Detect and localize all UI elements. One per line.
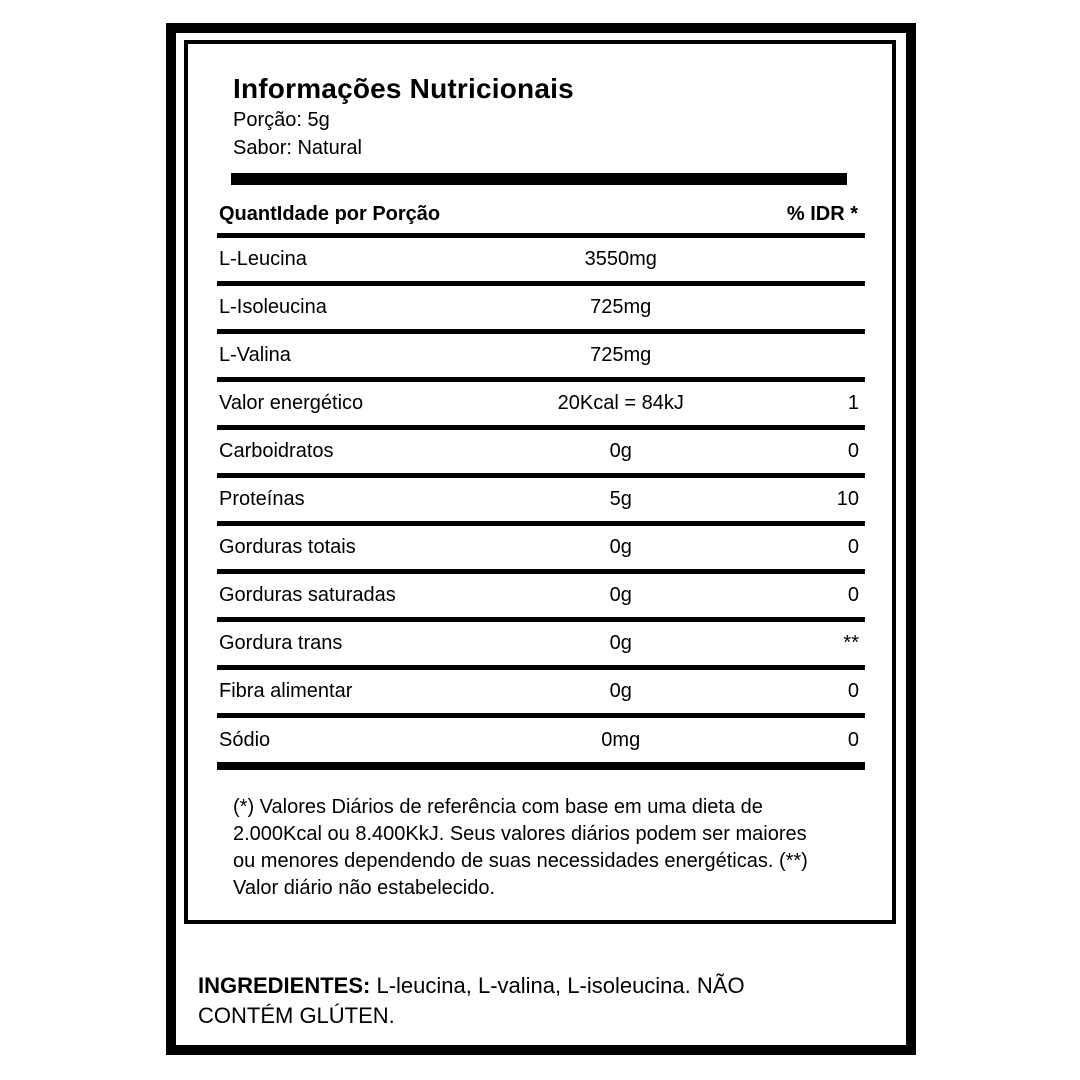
gluten-free-statement: CONTÉM GLÚTEN.: [198, 1003, 395, 1028]
table-row: [217, 622, 865, 670]
separator-bar: [231, 173, 847, 185]
nutrient-name: Gorduras totais: [219, 536, 356, 558]
nutrient-name: Fibra alimentar: [219, 680, 353, 702]
nutrient-idr: 0: [847, 680, 859, 702]
nutrient-idr: 0: [847, 440, 859, 462]
table-row: [217, 334, 865, 382]
nutrient-name: Gordura trans: [219, 632, 343, 654]
column-header-quantity: QuantIdade por Porção: [219, 203, 441, 225]
daily-values-footnote: [233, 794, 864, 902]
nutrient-amount: 725mg: [590, 296, 652, 318]
footnote-line: (*) Valores Diários de referência com base em uma dieta de: [233, 796, 763, 818]
ingredients-label: INGREDIENTES:: [198, 973, 371, 998]
ingredients-text: [198, 971, 745, 1031]
nutrition-facts-box: [184, 40, 896, 924]
table-header-row: [217, 185, 865, 238]
nutrient-idr: **: [843, 632, 859, 654]
label-outer-frame: [166, 23, 916, 1055]
nutrient-name: L-Isoleucina: [219, 296, 327, 318]
table-row: [217, 382, 865, 430]
nutrient-name: Valor energético: [219, 392, 364, 414]
nutrient-name: Gorduras saturadas: [219, 584, 396, 606]
nutrient-amount: 725mg: [590, 344, 652, 366]
nutrient-name: L-Leucina: [219, 248, 307, 270]
table-row: [217, 238, 865, 286]
table-row: [217, 430, 865, 478]
nutrient-name: Proteínas: [219, 488, 305, 510]
table-row: [217, 478, 865, 526]
ingredients-list: L-leucina, L-valina, L-isoleucina. NÃO: [376, 973, 745, 998]
footnote-line: 2.000Kcal ou 8.400KkJ. Seus valores diários podem ser maiores: [233, 823, 807, 845]
table-row: [217, 670, 865, 718]
table-row: [217, 526, 865, 574]
nutrition-table: [217, 185, 865, 770]
table-row: [217, 286, 865, 334]
nutrient-amount: 0g: [609, 584, 632, 606]
table-row: [217, 718, 865, 770]
nutrition-facts-title: Informações Nutricionais: [233, 73, 574, 104]
nutrient-amount: 0g: [609, 440, 632, 462]
footnote-line: Valor diário não estabelecido.: [233, 877, 496, 899]
nutrient-amount: 0g: [609, 536, 632, 558]
nutrient-idr: 1: [847, 392, 859, 414]
nutrient-amount: 20Kcal = 84kJ: [557, 392, 684, 414]
nutrient-amount: 0g: [609, 680, 632, 702]
nutrient-name: Sódio: [219, 728, 271, 751]
nutrient-idr: 10: [836, 488, 859, 510]
nutrient-name: L-Valina: [219, 344, 291, 366]
nutrient-amount: 5g: [609, 488, 632, 510]
nutrition-facts-header: [188, 44, 892, 162]
serving-size-text: Porção: 5g: [233, 109, 330, 131]
nutrient-idr: 0: [847, 536, 859, 558]
nutrient-idr: 0: [847, 584, 859, 606]
table-row: [217, 574, 865, 622]
nutrient-name: Carboidratos: [219, 440, 334, 462]
nutrient-amount: 0g: [609, 632, 632, 654]
nutrient-idr: 0: [847, 728, 859, 751]
flavor-text: Sabor: Natural: [233, 137, 362, 159]
nutrient-amount: 3550mg: [584, 248, 657, 270]
footnote-line: ou menores dependendo de suas necessidades energéticas. (**): [233, 850, 808, 872]
nutrient-amount: 0mg: [601, 728, 641, 751]
column-header-idr: % IDR *: [786, 203, 858, 225]
